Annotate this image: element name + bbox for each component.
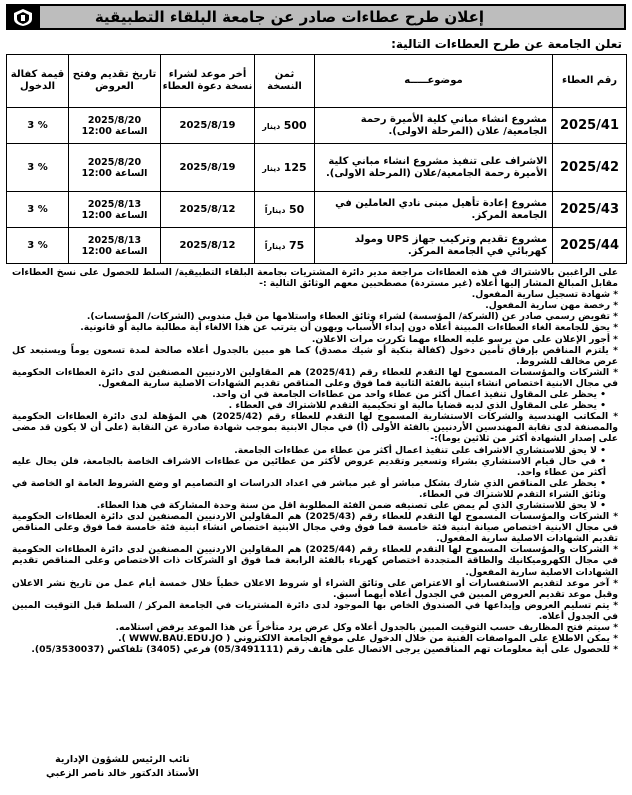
header-deadline: أخر موعد لشراء نسخة دعوة العطاء [161,55,255,108]
closing-note: * آخر موعد لتقديم الاستفسارات أو الاعتراض على وثائق الشراء أو شروط الاعلان خطياً خلال خمسة أيام عمل من تاريخ نشر الاعلان وقبل موعد تقديم العروض المبين في الجدول أعلاه أيهما أسبق. [12,577,618,600]
tender-subject: مشروع تقديم وتركيب جهاز UPS ومولد كهربائي في الجامعة المركز. [315,228,553,264]
required-doc: * رخصة مهن سارية المفعول. [485,300,618,312]
tender-guarantee: 3 % [7,144,69,192]
open-date: 2025/8/13 [87,198,142,210]
price-value: 50 [288,203,305,216]
tender-open [69,192,161,228]
tender-open [69,108,161,144]
open-time: الساعة 12:00 [81,245,148,257]
tender-number: 2025/42 [553,144,627,192]
open-date: 2025/8/20 [87,114,142,126]
tender-subject: الاشراف على تنفيذ مشروع انشاء مباني كلية الأميرة رحمة الجامعية/علان (المرحلة الاولى). [315,144,553,192]
required-doc: * أجور الإعلان على من يرسو عليه العطاء مهما تكررت مرات الاعلان. [311,333,618,345]
tender-price [255,108,315,144]
required-doc: * شهادة تسجيل سارية المفعول. [471,289,618,301]
announcement-header [6,4,626,30]
required-doc: * يحق للجامعة الغاء العطاءات المبينة أعلاه دون إبداء الأسباب ويهون أن يترتب عن هذا الالغاء أية مطالبة مالية أو قانونية. [80,322,618,334]
table-row [7,228,627,264]
tender-41-bullet: • يحظر على المقاول تنفيذ اعمال أكثر من عطاء واحد من عطاءات الجامعة في ان واحد. [212,389,606,401]
header-tender-no: رقم العطاء [553,55,627,108]
header-open-date: تاريخ تقديم وفتح العروض [69,55,161,108]
required-doc: * يلتزم المناقص بإرفاق تأمين دخول (كفالة بنكية أو شيك مصدق) كما هو مبين بالجدول أعلاه صالحة لمدة تسعون يوماً ويستبعد كل عرض مخالف للشروط. [12,344,618,367]
tender-deadline: 2025/8/12 [161,228,255,264]
price-value: 75 [288,239,305,252]
tender-42-bullet: • يحظر على المناقص الذي شارك بشكل مباشر أو غير مباشر في اعداد الدراسات او التصاميم او وضع الشروط العامة او الخاصة في وثائق الشراء التقدم للاشتراك في العطاء. [12,477,606,500]
tender-number: 2025/44 [553,228,627,264]
signature-block [46,753,199,781]
tender-deadline: 2025/8/19 [161,108,255,144]
tender-deadline: 2025/8/12 [161,192,255,228]
closing-note: * يمكن الاطلاع على المواصفات الفنية من خلال الدخول على موقع الجامعة الالكتروني ( WWW.BAU.EDU.JO ). [118,633,618,645]
open-time: الساعة 12:00 [81,209,148,221]
tender-44-conditions: * الشركات والمؤسسات المسموح لها التقدم للعطاء رقم (2025/44) هم المقاولين الاردنيين المصنفين لدى دائرة العطاءات الحكومية في مجال الكهروميكانيك والطاقة المتجددة اختصاص كهرباء بالفئة الرابعة فما فوق او الشركات ذات الاختصاص وعلى المناقص تقديم الشهادات الاصلية سارية المفعول. [12,544,618,578]
tender-open [69,144,161,192]
tender-41-bullet: • يحظر على المقاول الذي لديه قضايا مالية او تحكيمية التقدم للاشتراك في العطاء . [228,400,606,412]
header-subject: موضوعـــــه [315,55,553,108]
open-time: الساعة 12:00 [81,125,148,137]
tender-42-bullet: • في حال قيام الاستشاري بشراء وتسعير وتقديم عروض لأكثر من عطائين من عطاءات الاشراف الخاصة بالجامعة، فلن يحال عليه أكثر من عطاء واحد. [12,455,606,478]
table-row [7,192,627,228]
announcement-subtitle: تعلن الجامعة عن طرح العطاءات التالية: [391,37,622,51]
tenders-table [6,54,627,264]
tender-price [255,192,315,228]
tender-43-conditions: * الشركات والمؤسسات المسموح لها التقدم للعطاء رقم (2025/43) هم المقاولين الاردنيين المصنفين لدى دائرة العطاءات الحكومية في مجال الابنية اختصاص صيانة ابنية فئة خامسة فما فوق وفي مجال الابنية اختصاص انشاء ابنية فئة خامسة فما فوق وعلى المناقص تقديم الشهادات الاصلية سارية المفعول. [12,511,618,545]
closing-note: * للحصول على أية معلومات تهم المناقصين يرجى الاتصال على هاتف رقم (05/3491111) فرعي (3405) تلفاكس (05/3530037). [31,644,618,656]
tender-41-conditions: * الشركات والمؤسسات المسموح لها التقدم للعطاء رقم (2025/41) هم المقاولين الاردنيين المصنفين لدى دائرة العطاءات الحكومية في مجال الابنية اختصاص انشاء ابنية بالفئة الثانية فما فوق وعلى المناقص تقديم الشهادات الاصلية سارية المفعول. [12,366,618,389]
tender-42-bullet: • لا يحق للاستشاري الاشراف على تنفيذ اعمال أكثر من عطاء من عطاءات الجامعة. [234,444,606,456]
open-date: 2025/8/13 [87,234,142,246]
price-value: 125 [283,161,307,174]
tender-guarantee: 3 % [7,192,69,228]
tender-42-conditions: * المكاتب الهندسية والشركات الاستشارية المسموح لها التقدم للعطاء رقم (2025/42) هي المؤهلة لدى دائرة العطاءات الحكومية والمصنفة لدى نقابة المهندسين الأردنيين بالفئة الأولى (أ) في مجال الابنية بموجب شهادة صادرة عن النقابة (على أن لا يكون قد مضى على إصدار الشهادة أكثر من ثلاثين يوما):- [12,411,618,445]
header-price: ثمن النسخة [255,55,315,108]
table-row [7,108,627,144]
tender-deadline: 2025/8/19 [161,144,255,192]
tender-price [255,144,315,192]
price-currency: دينار [262,122,281,131]
tender-number: 2025/43 [553,192,627,228]
price-currency: دينار [262,164,281,173]
announcement-body [12,267,618,655]
signature-name: الأستاذ الدكتور خالد ناصر الزعبي [46,768,199,779]
tender-subject: مشروع إعادة تأهيل مبنى نادي العاملين في الجامعة المركز. [315,192,553,228]
crest-icon [8,6,38,28]
tender-42-bullet: • لا يحق للاستشاري الذي لم يمض على تصنيفه ضمن الفئة المطلوبة اقل من سنة وحدة المشاركة في هذا العطاء. [96,499,606,511]
signature-title: نائب الرئيس للشؤون الإدارية [55,754,190,765]
price-currency: ديناراً [264,206,286,215]
required-doc: * تفويض رسمي صادر عن (الشركة/ المؤسسة) لشراء وثائق العطاء واستلامها من قبل مندوبي (الشركات/ المؤسسات). [86,311,618,323]
open-time: الساعة 12:00 [81,167,148,179]
tender-subject: مشروع انشاء مباني كلية الأميرة رحمة الجامعية/ علان (المرحلة الاولى). [315,108,553,144]
price-currency: ديناراً [264,242,286,251]
header-guarantee: قيمة كفالة الدخول [7,55,69,108]
tender-guarantee: 3 % [7,228,69,264]
tender-guarantee: 3 % [7,108,69,144]
table-header-row [7,55,627,108]
announcement-title: إعلان طرح عطاءات صادر عن جامعة البلقاء التطبيقية [94,8,484,26]
university-logo [6,4,40,30]
price-value: 500 [283,119,307,132]
tender-number: 2025/41 [553,108,627,144]
open-date: 2025/8/20 [87,156,142,168]
tender-open [69,228,161,264]
closing-note: * يتم تسليم العروض وإيداعها في الصندوق الخاص بها الموجود لدى دائرة المشتريات في الجامعة المركز / السلط قبل التوقيت المبين في الجدول أعلاه. [12,599,618,622]
intro-paragraph: على الراغبين بالاشتراك في هذه العطاءات مراجعة مدير دائرة المشتريات بجامعة البلقاء التطبيقية/ السلط للحصول على نسخ العطاءات مقابل المبالغ المشار إليها أعلاه (غير مستردة) مصطحبين معهم الوثائق التالية :- [12,267,618,290]
table-row [7,144,627,192]
closing-note: * سيتم فتح المظاريف حسب التوقيت المبين بالجدول أعلاه وكل عرض يرد متأخراً عن هذا الموعد يرفض استلامه. [115,622,618,633]
tender-price [255,228,315,264]
